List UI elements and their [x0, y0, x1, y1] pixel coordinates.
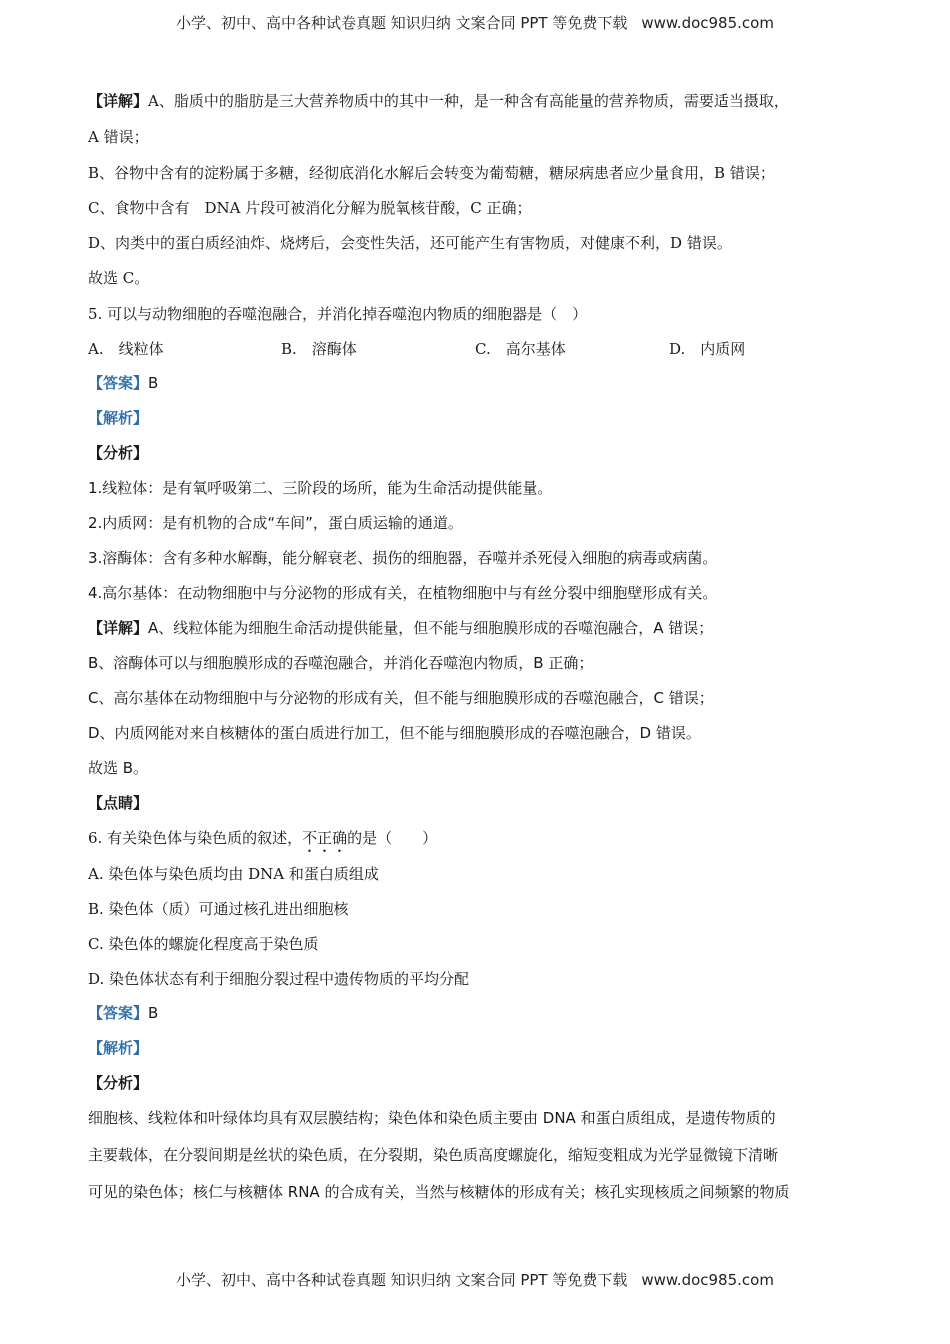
q5-answer: B — [148, 374, 159, 392]
q5-option-a: A. 线粒体 — [88, 340, 164, 358]
q5-point-1: 1.线粒体：是有氧呼吸第二、三阶段的场所，能为生命活动提供能量。 — [88, 479, 553, 497]
answer-tag: 【答案】 — [88, 1004, 149, 1022]
q6-fenxi-tag: 【分析】 — [88, 1074, 149, 1092]
footer-text: 小学、初中、高中各种试卷真题 知识归纳 文案合同 PPT 等免费下载 — [176, 1271, 628, 1289]
page-footer — [0, 1269, 950, 1290]
q5-comment-tag: 【点睛】 — [88, 794, 149, 812]
q6-stem-emphasis: 不正确 — [302, 829, 348, 847]
q6-option-a: A. 染色体与染色质均由 DNA 和蛋白质组成 — [88, 865, 379, 883]
header-site: www.doc985.com — [641, 14, 774, 32]
q5-detail-a-line — [88, 618, 713, 638]
q5-detail-b: B、溶酶体可以与细胞膜形成的吞噬泡融合，并消化吞噬泡内物质，B 正确； — [88, 654, 594, 672]
q6-answer-line — [88, 1003, 158, 1023]
q5-answer-line — [88, 373, 158, 393]
q4-detail-c: C、食物中含有 DNA 片段可被消化分解为脱氧核苷酸，C 正确； — [88, 199, 532, 217]
q4-detail-d: D、肉类中的蛋白质经油炸、烧烤后，会变性失活，还可能产生有害物质，对健康不利，D 错误。 — [88, 234, 732, 252]
q5-fenxi-tag: 【分析】 — [88, 444, 149, 462]
page-header — [0, 12, 950, 33]
q5-option-b: B. 溶酶体 — [281, 340, 357, 358]
q6-option-c: C. 染色体的螺旋化程度高于染色质 — [88, 935, 319, 953]
q4-conclusion: 故选 C。 — [88, 269, 150, 287]
q5-options — [88, 339, 888, 359]
q6-stem-post: 的是（ ） — [347, 829, 438, 847]
q4-detail-a1: A、脂质中的脂肪是三大营养物质中的其中一种，是一种含有高能量的营养物质，需要适当摄取， — [148, 92, 789, 110]
header-text: 小学、初中、高中各种试卷真题 知识归纳 文案合同 PPT 等免费下载 — [176, 14, 628, 32]
detail-tag: 【详解】 — [88, 619, 149, 637]
q5-option-c: C. 高尔基体 — [475, 340, 566, 358]
q4-detail-a-line2: A 错误； — [88, 128, 149, 146]
q4-detail-a-line1 — [88, 91, 789, 111]
q5-conclusion: 故选 B。 — [88, 759, 149, 777]
q6-answer: B — [148, 1004, 159, 1022]
q5-stem: 5. 可以与动物细胞的吞噬泡融合，并消化掉吞噬泡内物质的细胞器是（ ） — [88, 305, 588, 323]
q5-detail-d: D、内质网能对来自核糖体的蛋白质进行加工，但不能与细胞膜形成的吞噬泡融合，D 错误。 — [88, 724, 701, 742]
q5-point-3: 3.溶酶体：含有多种水解酶，能分解衰老、损伤的细胞器，吞噬并杀死侵入细胞的病毒或病菌。 — [88, 549, 718, 567]
q5-detail-a: A、线粒体能为细胞生命活动提供能量，但不能与细胞膜形成的吞噬泡融合，A 错误； — [148, 619, 714, 637]
q5-analysis-tag: 【解析】 — [88, 409, 149, 427]
q6-para-line2: 主要载体，在分裂间期是丝状的染色质，在分裂期，染色质高度螺旋化，缩短变粗成为光学显微镜下清晰 — [88, 1146, 779, 1164]
q5-point-2: 2.内质网：是有机物的合成“车间”，蛋白质运输的通道。 — [88, 514, 463, 532]
q6-analysis-tag: 【解析】 — [88, 1039, 149, 1057]
q6-option-d: D. 染色体状态有利于细胞分裂过程中遗传物质的平均分配 — [88, 970, 470, 988]
detail-tag: 【详解】 — [88, 92, 149, 110]
q5-point-4: 4.高尔基体：在动物细胞中与分泌物的形成有关，在植物细胞中与有丝分裂中细胞壁形成有关。 — [88, 584, 718, 602]
q6-para-line1: 细胞核、线粒体和叶绿体均具有双层膜结构；染色体和染色质主要由 DNA 和蛋白质组成，是遗传物质的 — [88, 1109, 776, 1127]
q6-option-b: B. 染色体（质）可通过核孔进出细胞核 — [88, 900, 349, 918]
q5-option-d: D. 内质网 — [669, 340, 746, 358]
footer-site: www.doc985.com — [641, 1271, 774, 1289]
answer-tag: 【答案】 — [88, 374, 149, 392]
q6-stem-pre: 6. 有关染色体与染色质的叙述， — [88, 829, 303, 847]
q6-para-line3: 可见的染色体；核仁与核糖体 RNA 的合成有关，当然与核糖体的形成有关；核孔实现核质之间频繁的物质 — [88, 1183, 790, 1201]
q6-stem — [88, 828, 437, 856]
q4-detail-b: B、谷物中含有的淀粉属于多糖，经彻底消化水解后会转变为葡萄糖，糖尿病患者应少量食用，B 错误； — [88, 164, 775, 182]
q5-detail-c: C、高尔基体在动物细胞中与分泌物的形成有关，但不能与细胞膜形成的吞噬泡融合，C 错误； — [88, 689, 714, 707]
